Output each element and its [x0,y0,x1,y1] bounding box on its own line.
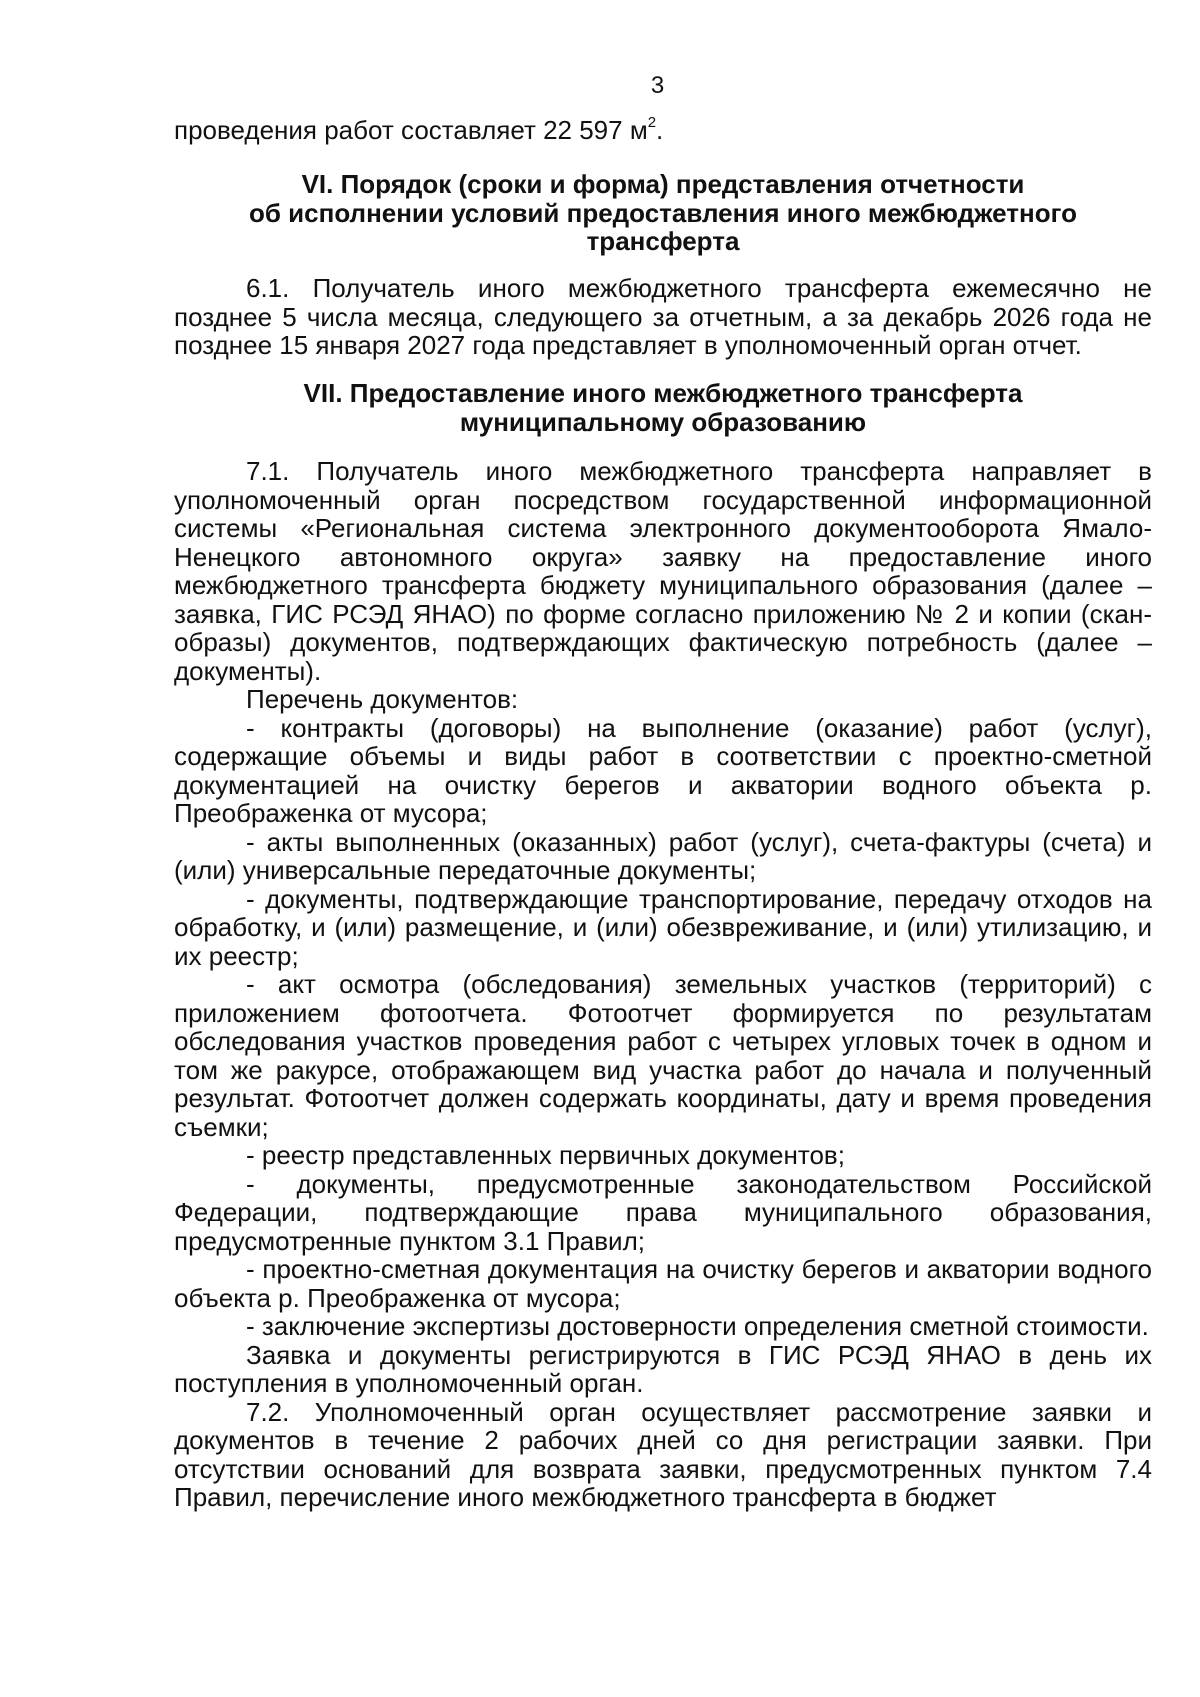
intro-paragraph [174,116,1152,145]
section-6 [174,170,1152,256]
paragraph-6-1: 6.1. Получатель иного межбюджетного трансферта ежемесячно не позднее 5 числа месяца, следующего за отчетным, а за декабрь 2026 года не позднее 15 января 2027 года представляет в уполномоченный орган отчет. [174,273,1152,360]
section-6-title [174,170,1152,256]
paragraph-7-2: 7.2. Уполномоченный орган осуществляет рассмотрение заявки и документов в течение 2 рабочих дней со дня регистрации заявки. При отсутствии оснований для возврата заявки, предусмотренных пунктом 7.4 Правил, перечисление иного межбюджетного трансферта в бюджет [174,1396,1152,1512]
section-6-title-line3: трансферта [586,226,740,256]
list-item: - акт осмотра (обследования) земельных участков (территорий) с приложением фотоотчета. Фотоотчет формируется по результатам обследования участков проведения работ с четырех угловых точек в одном и том же ракурсе, отображающем вид участка работ до начала и полученный результат. Фотоотчет должен содержать координаты, дату и время проведения съемки; [174,969,1152,1142]
section-7-title-line2: муниципальному образованию [459,406,867,437]
section-6-body [174,274,1152,360]
section-7 [174,379,1152,436]
intro-tail: . [656,115,664,145]
list-item: - акты выполненных (оказанных) работ (услуг), счета-фактуры (счета) и (или) универсальные передаточные документы; [174,826,1152,885]
section-7-title-line1: VII. Предоставление иного межбюджетного трансферта [303,378,1023,408]
superscript: 2 [647,114,657,132]
section-7-body [174,457,1152,1512]
list-item: - документы, предусмотренные законодательством Российской Федерации, подтверждающие права муниципального образования, предусмотренные пунктом 3.1 Правил; [174,1168,1152,1256]
section-6-title-line2: об исполнении условий предоставления иного межбюджетного [249,197,1077,228]
registration-paragraph: Заявка и документы регистрируются в ГИС РСЭД ЯНАО в день их поступления в уполномоченный орган. [174,1339,1152,1398]
intro-text: проведения работ составляет 22 597 м [174,115,648,145]
section-6-title-line1: VI. Порядок (сроки и форма) представления отчетности [301,169,1025,199]
list-item: - реестр представленных первичных документов; [246,1140,845,1170]
list-item: - заключение экспертизы достоверности определения сметной стоимости. [246,1311,1149,1341]
list-item: - контракты (договоры) на выполнение (оказание) работ (услуг), содержащие объемы и виды работ в соответствии с проектно-сметной документацией на очистку берегов и акватории водного объекта р. Преображенка от мусора; [174,712,1152,828]
paragraph-7-1: 7.1. Получатель иного межбюджетного трансферта направляет в уполномоченный орган посредством государственной информационной системы «Региональная система электронного документооборота Ямало-Ненецкого автономного округа» заявку на предоставление иного межбюджетного трансферта бюджету муниципального образования (далее – заявка, ГИС РСЭД ЯНАО) по форме согласно приложению № 2 и копии (скан-образы) документов, подтверждающих фактическую потребность (далее – документы). [174,456,1152,686]
list-item: - документы, подтверждающие транспортирование, передачу отходов на обработку, и (или) размещение, и (или) обезвреживание, и (или) утилизацию, и их реестр; [174,883,1152,971]
documents-list-intro: Перечень документов: [246,684,519,714]
page-number: 3 [650,72,665,99]
section-7-title [174,379,1152,436]
list-item: - проектно-сметная документация на очистку берегов и акватории водного объекта р. Преображенка от мусора; [174,1254,1152,1313]
